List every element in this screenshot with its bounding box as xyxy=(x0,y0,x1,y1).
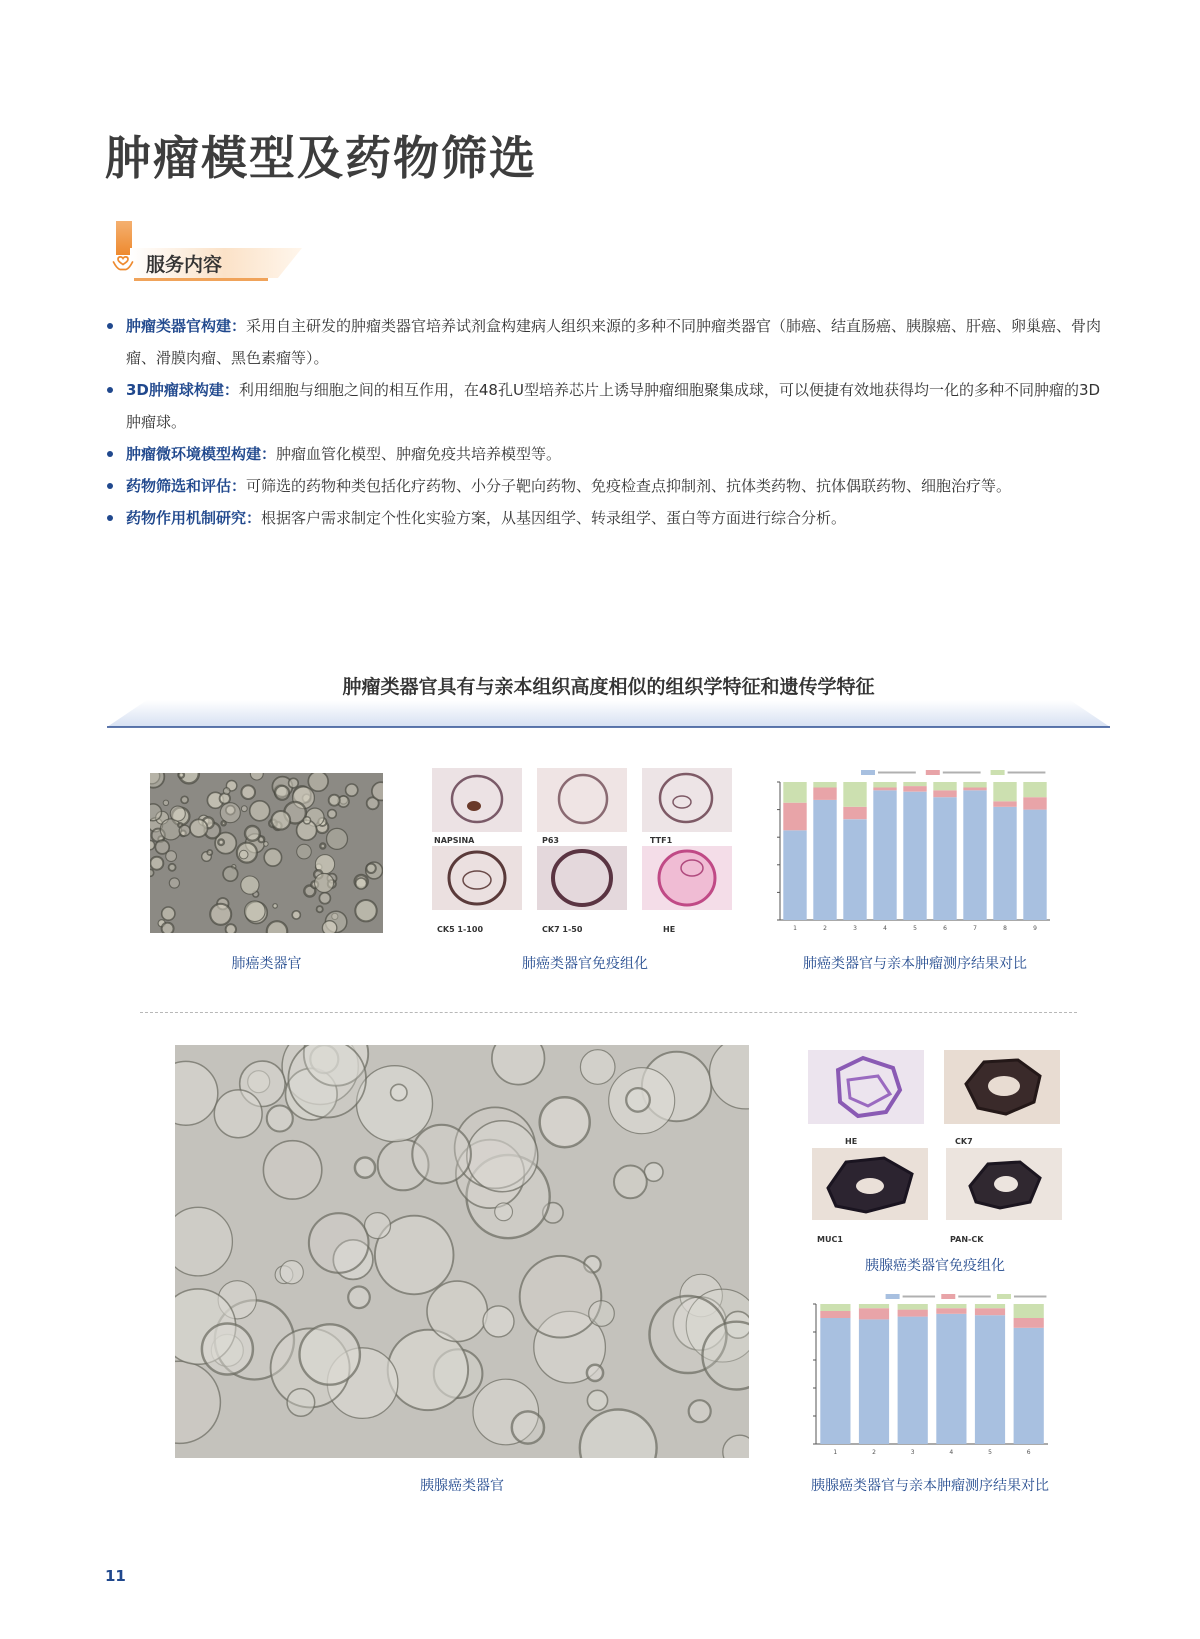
bullet-dot xyxy=(107,451,113,457)
organoid-blob xyxy=(275,786,289,800)
bar-segment xyxy=(820,1311,850,1318)
bar-segment xyxy=(975,1304,1005,1308)
list-item-term: 肿瘤类器官构建： xyxy=(126,317,247,335)
organoid-blob xyxy=(391,1084,407,1100)
section-underline xyxy=(134,278,268,281)
organoid-blob xyxy=(300,1324,360,1384)
legend-text-placeholder xyxy=(1008,772,1046,774)
bar-segment xyxy=(1023,782,1046,797)
list-item xyxy=(105,374,1110,438)
ihc-tile xyxy=(642,846,732,910)
organoid-blob xyxy=(220,803,240,823)
x-tick-label: 8 xyxy=(1003,925,1007,932)
bar-segment xyxy=(933,782,956,790)
bar-segment xyxy=(873,788,896,791)
figure-banner xyxy=(107,672,1110,728)
bar-segment xyxy=(936,1308,966,1314)
organoid-blob xyxy=(495,1203,513,1221)
legend-text-placeholder xyxy=(943,772,981,774)
list-item-term: 药物作用机制研究： xyxy=(126,509,262,527)
organoid-blob xyxy=(222,821,226,825)
ihc-tile xyxy=(946,1148,1062,1220)
ihc-label: CK7 1-50 xyxy=(542,925,583,934)
organoid-blob xyxy=(264,849,281,866)
bar-segment xyxy=(783,803,806,831)
organoid-blob xyxy=(614,1166,647,1199)
ihc-label: NAPSINA xyxy=(434,836,475,845)
bar-segment xyxy=(813,788,836,800)
bar-segment xyxy=(1023,797,1046,809)
organoid-blob xyxy=(280,1261,303,1284)
ihc-label: PAN-CK xyxy=(950,1235,984,1244)
organoid-blob xyxy=(303,817,310,824)
bar-segment xyxy=(783,830,806,920)
bar-segment xyxy=(820,1318,850,1444)
bar-segment xyxy=(873,782,896,788)
pancreas-sequencing-chart xyxy=(788,1290,1058,1465)
organoid-blob xyxy=(309,1213,369,1273)
bar-segment xyxy=(975,1308,1005,1315)
bar-segment xyxy=(859,1304,889,1308)
organoid-blob xyxy=(150,841,155,850)
organoid-blob xyxy=(288,1045,366,1118)
organoid-blob xyxy=(317,906,323,912)
bar-segment xyxy=(963,782,986,788)
bar-segment xyxy=(993,801,1016,807)
organoid-blob xyxy=(328,810,337,819)
organoid-blob xyxy=(327,828,348,849)
organoid-blob xyxy=(181,796,188,803)
x-tick-label: 1 xyxy=(793,925,797,932)
organoid-blob xyxy=(289,778,299,788)
organoid-blob xyxy=(626,1088,650,1112)
organoid-blob xyxy=(273,904,277,908)
bar-segment xyxy=(843,819,866,920)
chart-legend xyxy=(861,770,1045,775)
bar-segment xyxy=(993,807,1016,920)
bar-segment xyxy=(1023,810,1046,920)
bar-segment xyxy=(903,782,926,786)
ihc-label: HE xyxy=(663,925,676,934)
bar-segment xyxy=(898,1310,928,1317)
organoid-blob xyxy=(356,878,367,889)
organoid-blob xyxy=(162,923,174,933)
organoid-blob xyxy=(264,842,269,847)
legend-swatch xyxy=(991,770,1005,775)
bullet-dot xyxy=(107,323,113,329)
organoid-blob xyxy=(263,1141,321,1199)
organoid-blob xyxy=(170,806,185,821)
legend-swatch xyxy=(861,770,875,775)
organoid-blob xyxy=(520,1256,602,1338)
organoid-blob xyxy=(483,1306,514,1337)
organoid-blob xyxy=(245,901,266,922)
x-tick-label: 3 xyxy=(910,1449,915,1456)
organoid-blob xyxy=(220,793,230,803)
bar-segment xyxy=(933,797,956,920)
bar-segment xyxy=(873,790,896,920)
ihc-label: CK7 xyxy=(955,1137,973,1146)
organoid-blob xyxy=(346,784,358,796)
banner-title: 肿瘤类器官具有与亲本组织高度相似的组织学特征和遗传学特征 xyxy=(342,676,875,698)
bar-segment xyxy=(783,782,806,803)
organoid-blob xyxy=(355,900,376,921)
banner-shape xyxy=(107,698,1110,728)
organoid-blob xyxy=(207,850,212,855)
ihc-label: HE xyxy=(845,1137,858,1146)
organoid-blob xyxy=(540,1097,590,1147)
page-number: 11 xyxy=(105,1567,126,1585)
organoid-blob xyxy=(580,1050,615,1085)
list-item-text: 采用自主研发的肿瘤类器官培养试剂盒构建病人组织来源的多种不同肿瘤类器官（肺癌、结直肠癌、胰腺癌、肝癌、卵巢癌、骨肉瘤、滑膜肉瘤、黑色素瘤等）。 xyxy=(126,317,1102,367)
pancreas-sequencing-caption: 胰腺癌类器官与亲本肿瘤测序结果对比 xyxy=(811,1478,1049,1494)
organoid-blob xyxy=(366,864,375,873)
bar-segment xyxy=(993,782,1016,801)
bar-segment xyxy=(843,807,866,819)
legend-swatch xyxy=(886,1294,900,1299)
list-item-text: 可筛选的药物种类包括化疗药物、小分子靶向药物、免疫检查点抑制剂、抗体类药物、抗体偶联药物、细胞治疗等。 xyxy=(246,477,1012,495)
organoid-blob xyxy=(241,806,247,812)
organoid-blob xyxy=(150,869,154,876)
ihc-tile xyxy=(808,1050,924,1124)
bar-segment xyxy=(936,1304,966,1308)
ihc-label: P63 xyxy=(542,836,559,845)
organoid-blob xyxy=(297,844,312,859)
x-tick-label: 2 xyxy=(872,1449,876,1456)
ihc-tile xyxy=(642,768,732,832)
organoid-blob xyxy=(467,1121,538,1192)
organoid-blob xyxy=(357,1066,433,1142)
bar-segment xyxy=(898,1304,928,1310)
lung-sequencing-caption: 肺癌类器官与亲本肿瘤测序结果对比 xyxy=(803,956,1027,972)
organoid-blob xyxy=(163,800,168,805)
x-tick-label: 5 xyxy=(913,925,917,932)
chart-legend xyxy=(886,1294,1047,1299)
organoid-blob xyxy=(218,839,224,845)
section-label: 服务内容 xyxy=(146,254,223,276)
bar-segment xyxy=(820,1304,850,1311)
lung-ihc-caption: 肺癌类器官免疫组化 xyxy=(522,956,648,972)
organoid-blob xyxy=(178,773,184,778)
bar-segment xyxy=(859,1308,889,1319)
organoid-blob xyxy=(241,785,255,799)
organoid-blob xyxy=(589,1301,615,1327)
bullet-dot xyxy=(107,515,113,521)
organoid-blob xyxy=(355,1158,375,1178)
bar-segment xyxy=(859,1319,889,1444)
organoid-blob xyxy=(169,878,179,888)
bar-segment xyxy=(963,788,986,791)
organoid-blob xyxy=(245,826,260,841)
x-tick-label: 6 xyxy=(943,925,947,932)
organoid-blob xyxy=(210,904,231,925)
organoid-blob xyxy=(287,1389,315,1417)
x-tick-label: 2 xyxy=(823,925,827,932)
section-header xyxy=(108,221,298,281)
section-divider xyxy=(140,1012,1077,1013)
page-title: 肿瘤模型及药物筛选 xyxy=(105,131,537,185)
list-item xyxy=(105,310,1110,374)
bar-segment xyxy=(843,782,866,807)
organoid-blob xyxy=(587,1365,603,1381)
bar-segment xyxy=(936,1314,966,1444)
organoid-blob xyxy=(587,1390,607,1410)
organoid-blob xyxy=(267,921,287,933)
organoid-blob xyxy=(267,1106,293,1132)
ihc-label: MUC1 xyxy=(817,1235,843,1244)
x-tick-label: 5 xyxy=(988,1449,992,1456)
x-tick-label: 6 xyxy=(1026,1449,1031,1456)
organoid-blob xyxy=(241,876,259,894)
list-item-term: 3D肿瘤球构建： xyxy=(126,381,239,399)
organoid-blob xyxy=(427,1281,487,1341)
service-list xyxy=(105,310,1110,534)
bar-segment xyxy=(963,790,986,920)
legend-swatch xyxy=(997,1294,1011,1299)
ihc-tile xyxy=(432,846,522,910)
bullet-dot xyxy=(107,387,113,393)
bar-segment xyxy=(903,786,926,792)
organoid-blob xyxy=(315,873,334,892)
organoid-blob xyxy=(412,1125,471,1184)
legend-text-placeholder xyxy=(958,1296,990,1298)
organoid-blob xyxy=(202,1324,253,1375)
organoid-blob xyxy=(223,788,230,795)
pancreas-organoid-image xyxy=(175,1045,749,1458)
organoid-blob xyxy=(166,851,177,862)
organoid-blob xyxy=(214,1090,262,1138)
organoid-blob xyxy=(226,924,236,933)
lung-sequencing-chart xyxy=(770,766,1060,936)
ihc-label: TTF1 xyxy=(650,836,673,845)
pancreas-ihc-caption: 胰腺癌类器官免疫组化 xyxy=(865,1258,1005,1274)
bar-segment xyxy=(975,1315,1005,1444)
list-item xyxy=(105,502,1110,534)
organoid-blob xyxy=(239,850,248,859)
ihc-tile xyxy=(812,1148,928,1220)
legend-text-placeholder xyxy=(1014,1296,1046,1298)
ihc-tile xyxy=(537,846,627,910)
organoid-blob xyxy=(169,864,176,871)
organoid-blob xyxy=(160,819,181,840)
bar-segment xyxy=(1014,1318,1044,1328)
organoid-blob xyxy=(292,911,300,919)
organoid-blob xyxy=(329,795,340,806)
x-tick-label: 3 xyxy=(853,925,857,932)
bar-segment xyxy=(898,1317,928,1444)
list-item xyxy=(105,438,1110,470)
list-item-text: 肿瘤血管化模型、肿瘤免疫共培养模型等。 xyxy=(276,445,562,463)
organoid-blob xyxy=(348,1287,370,1309)
x-tick-label: 9 xyxy=(1033,925,1037,932)
bar-segment xyxy=(1014,1304,1044,1318)
ihc-tile xyxy=(944,1050,1060,1124)
legend-swatch xyxy=(941,1294,955,1299)
x-tick-label: 4 xyxy=(949,1449,954,1456)
organoid-blob xyxy=(162,907,175,920)
bar-segment xyxy=(1014,1328,1044,1444)
list-item-term: 药物筛选和评估： xyxy=(126,477,247,495)
organoid-blob xyxy=(150,857,163,870)
ihc-label: CK5 1-100 xyxy=(437,925,484,934)
list-item-term: 肿瘤微环境模型构建： xyxy=(126,445,277,463)
x-tick-label: 4 xyxy=(883,925,887,932)
organoid-blob xyxy=(179,825,190,836)
bar-segment xyxy=(933,790,956,797)
ihc-tile xyxy=(432,768,522,832)
organoid-blob xyxy=(319,893,330,904)
bar-segment xyxy=(903,792,926,920)
lung-organoid-image xyxy=(150,773,383,933)
list-item xyxy=(105,470,1110,502)
organoid-blob xyxy=(320,844,325,849)
bar-segment xyxy=(813,800,836,920)
organoid-blob xyxy=(372,782,383,800)
lung-organoid-caption: 肺癌类器官 xyxy=(231,956,302,972)
organoid-blob xyxy=(150,804,162,821)
bullet-dot xyxy=(107,483,113,489)
hand-heart-icon xyxy=(111,249,135,273)
x-tick-label: 1 xyxy=(833,1449,838,1456)
organoid-blob xyxy=(272,811,291,830)
organoid-blob xyxy=(223,867,238,882)
organoid-blob xyxy=(190,819,208,837)
organoid-blob xyxy=(512,1411,544,1443)
organoid-blob xyxy=(308,773,328,791)
legend-text-placeholder xyxy=(878,772,916,774)
ihc-tile xyxy=(537,768,627,832)
organoid-blob xyxy=(250,801,270,821)
legend-text-placeholder xyxy=(903,1296,935,1298)
x-tick-label: 7 xyxy=(973,925,977,932)
organoid-blob xyxy=(689,1400,711,1422)
bar-segment xyxy=(813,782,836,788)
list-item-text: 利用细胞与细胞之间的相互作用，在48孔U型培养芯片上诱导肿瘤细胞聚集成球，可以便捷有效地获得均一化的多种不同肿瘤的3D肿瘤球。 xyxy=(126,381,1101,431)
list-item-text: 根据客户需求制定个性化实验方案，从基因组学、转录组学、蛋白等方面进行综合分析。 xyxy=(261,509,847,527)
pancreas-organoid-caption: 胰腺癌类器官 xyxy=(420,1478,504,1494)
organoid-blob xyxy=(322,921,336,933)
legend-swatch xyxy=(926,770,940,775)
